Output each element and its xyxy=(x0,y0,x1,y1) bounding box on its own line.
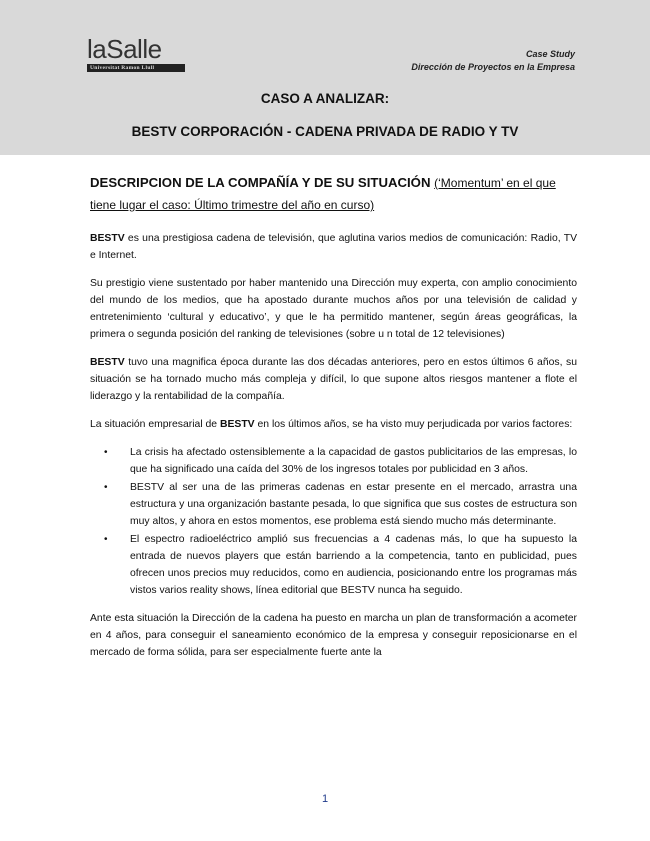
bullet-icon: • xyxy=(104,447,108,458)
bullet-icon: • xyxy=(104,482,108,493)
case-study-block xyxy=(411,48,575,74)
paragraph-text: es una prestigiosa cadena de televisión, que aglutina varios medios de comunicación: Radio, TV e Internet. xyxy=(90,233,577,261)
brand-name: BESTV xyxy=(90,233,125,244)
paragraph-3 xyxy=(90,354,577,405)
brand-name: BESTV xyxy=(90,357,125,368)
section-heading-title: DESCRIPCION DE LA COMPAÑÍA Y DE SU SITUACIÓN xyxy=(90,175,431,190)
list-item-text: BESTV al ser una de las primeras cadenas en estar presente en el mercado, arrastra una estructura y una organización bastante pesada, lo que significa que sus costes de estructura son muy altos, y ahora en estos momentos, ese problema está siendo mucho más determinante. xyxy=(130,482,577,527)
bullet-icon: • xyxy=(104,534,108,545)
course-name: Dirección de Proyectos en la Empresa xyxy=(411,62,575,72)
page-header xyxy=(0,0,650,155)
paragraph-2: Su prestigio viene sustentado por haber mantenido una Dirección muy experta, con amplio conocimiento del mundo de los medios, que ha apostado durante muchos años por una televisión de calidad y entretenimiento ‘cultural y educativo’, y que le ha permitido mantener, según áreas geográficas, la primera o segunda posición del ranking de televisiones (sobre u n total de 12 televisiones) xyxy=(90,278,577,340)
case-title: CASO A ANALIZAR: xyxy=(260,91,390,106)
lasalle-logo xyxy=(87,36,185,72)
case-study-label: Case Study xyxy=(525,49,575,59)
section-heading-note: (‘Momentum’ en el que tiene lugar el caso: Último trimestre del año en curso) xyxy=(90,176,556,212)
list-item xyxy=(90,531,577,599)
case-subtitle: BESTV CORPORACIÓN - CADENA PRIVADA DE RADIO Y TV xyxy=(131,124,519,139)
paragraph-1 xyxy=(90,230,577,264)
paragraph-4 xyxy=(90,416,577,433)
factor-list xyxy=(90,444,577,599)
paragraph-text: tuvo una magnifica época durante las dos décadas anteriores, pero en estos últimos 6 años, su situación se ha tornado mucho más compleja y difícil, lo que supone altos riesgos mantener a flote el liderazgo y la rentabilidad de la compañía. xyxy=(90,357,577,402)
list-item xyxy=(90,479,577,530)
list-item-text: La crisis ha afectado ostensiblemente a la capacidad de gastos publicitarios de las empresas, lo que ha significado una caída del 30% de los ingresos totales por publicidad en 3 años. xyxy=(130,447,577,475)
brand-name: BESTV xyxy=(219,419,255,430)
logo-band: Universitat Ramon Llull xyxy=(87,64,185,72)
page-number: 1 xyxy=(321,793,329,805)
list-item-text: El espectro radioeléctrico amplió sus frecuencias a 4 cadenas más, lo que ha supuesto la entrada de nuevos players que están barriendo a la competencia, tanto en publicidad, pues ofrecen unos precios muy reducidos, como en audiencia, posicionando entre los programas más vistos varios reality shows, línea editorial que BESTV nunca ha seguido. xyxy=(130,534,577,596)
section-heading xyxy=(90,172,577,216)
paragraph-text: en los últimos años, se ha visto muy perjudicada por varios factores: xyxy=(254,419,573,430)
document-body xyxy=(90,172,577,672)
paragraph-5: Ante esta situación la Dirección de la cadena ha puesto en marcha un plan de transformación a acometer en 4 años, para conseguir el saneamiento económico de la empresa y conseguir reposicionarse en el mercado de forma sólida, para ser especialmente fuerte ante la xyxy=(90,613,577,658)
list-item xyxy=(90,444,577,478)
paragraph-text: La situación empresarial de xyxy=(90,419,220,430)
logo-text: laSalle xyxy=(87,34,162,64)
